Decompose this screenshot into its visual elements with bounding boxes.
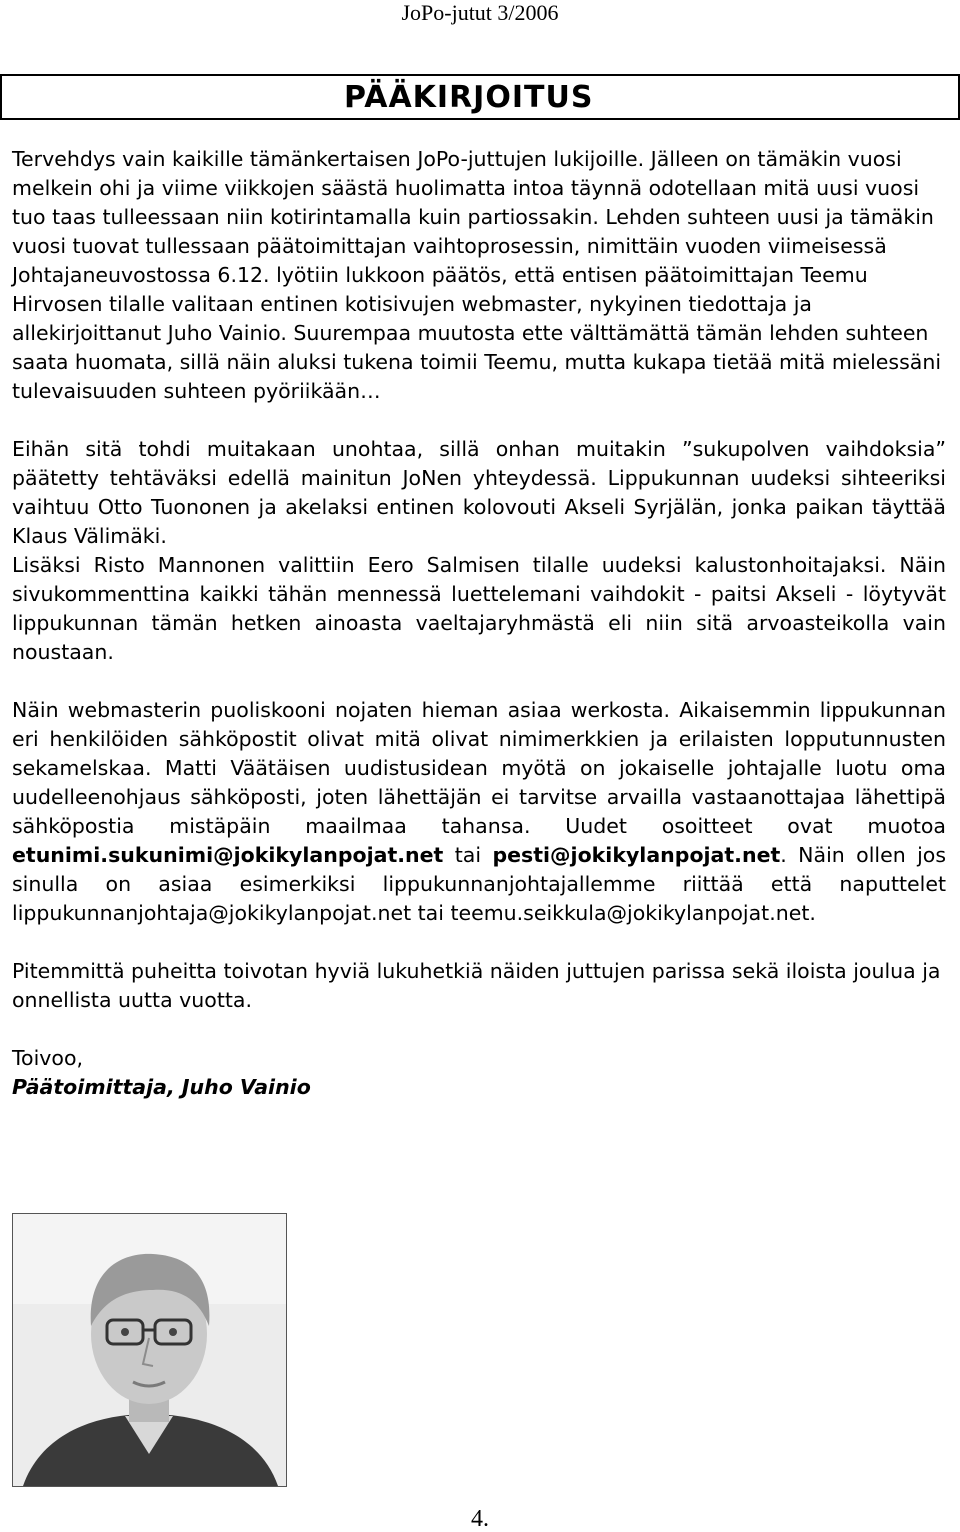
page-title: PÄÄKIRJOITUS — [344, 80, 594, 115]
paragraph-appointments: Lisäksi Risto Mannonen valittiin Eero Salmisen tilalle uudeksi kalustonhoitajaksi. Näin sivukommenttina kaikki tähän mennessä luettelemani vaihdokit - paitsi Akseli - löytyvät lippukunnan tämän hetken ainoasta vaeltajaryhmästä eli niin sitä arvoasteikolla vain noustaan. — [12, 553, 946, 664]
paragraph-changes: Eihän sitä tohdi muitakaan unohtaa, sillä onhan muitakin ”sukupolven vaihdoksia” päätetty tehtäväksi edellä mainitun JoNen yhteydessä. Lippukunnan uudeksi sihteeriksi vaihtuu Otto Tuononen ja akelaksi entinen kolovouti Akseli Syrjälän, jonka paikan täyttää Klaus Välimäki. — [12, 437, 946, 548]
email-text-after: . Näin ollen jos sinulla on asiaa esimerkiksi lippukunnanjohtajallemme riittää että naputtelet lippukunnanjohtaja@jokikylanpojat.net tai teemu.seikkula@jokikylanpojat.net. — [12, 843, 946, 925]
author-photo — [12, 1213, 287, 1487]
signature: Päätoimittaja, Juho Vainio — [12, 1075, 311, 1099]
email-text-before: Näin webmasterin puoliskooni nojaten hieman asiaa werkosta. Aikaisemmin lippukunnan eri henkilöiden sähköpostit olivat mitä olivat nimimerkkien ja erilaisten lopputunnusten sekamelskaa. Matti Väätäisen uudistusidean myötä on jokaiselle johtajalle luotu oma uudelleenohjaus sähköposti, joten lähettäjän ei tarvitse arvailla vastaanottajaa lähettipä sähköpostia mistäpäin maailmaa tahansa. Uudet osoitteet ovat muotoa — [12, 698, 946, 838]
email-text-middle: tai — [443, 843, 493, 867]
paragraph-email — [12, 696, 946, 928]
article-body — [12, 145, 946, 1102]
closing-text: Toivoo, — [12, 1046, 84, 1070]
paragraph-intro: Tervehdys vain kaikille tämänkertaisen JoPo-juttujen lukijoille. Jälleen on tämäkin vuosi melkein ohi ja viime viikkojen säästä huolimatta intoa täynnä odotellaan mitä uusi vuosi tuo taas tulleessaan niin kotirintamalla kuin partiossakin. Lehden suhteen uusi ja tämäkin vuosi tuovat tullessaan päätoimittajan vaihtoprosessin, nimittäin vuoden viimeisessä Johtajaneuvostossa 6.12. lyötiin lukkoon päätös, että entisen päätoimittajan Teemu Hirvosen tilalle valitaan entinen kotisivujen webmaster, nykyinen tiedottaja ja allekirjoittanut Juho Vainio. Suurempaa muutosta ette välttämättä tämän lehden suhteen saata huomata, sillä näin aluksi tukena toimii Teemu, mutta kukapa tietää mitä mielessäni tulevaisuuden suhteen pyöriikään… — [12, 147, 942, 403]
page-number: 4. — [471, 1506, 489, 1532]
email-format-role: pesti@jokikylanpojat.net — [492, 843, 781, 867]
email-format-name: etunimi.sukunimi@jokikylanpojat.net — [12, 843, 444, 867]
portrait-illustration — [13, 1214, 286, 1486]
paragraph-greeting: Pitemmittä puheitta toivotan hyviä lukuhetkiä näiden juttujen parissa sekä iloista joulua ja onnellista uutta vuotta. — [12, 959, 941, 1012]
running-header: JoPo-jutut 3/2006 — [401, 0, 559, 25]
